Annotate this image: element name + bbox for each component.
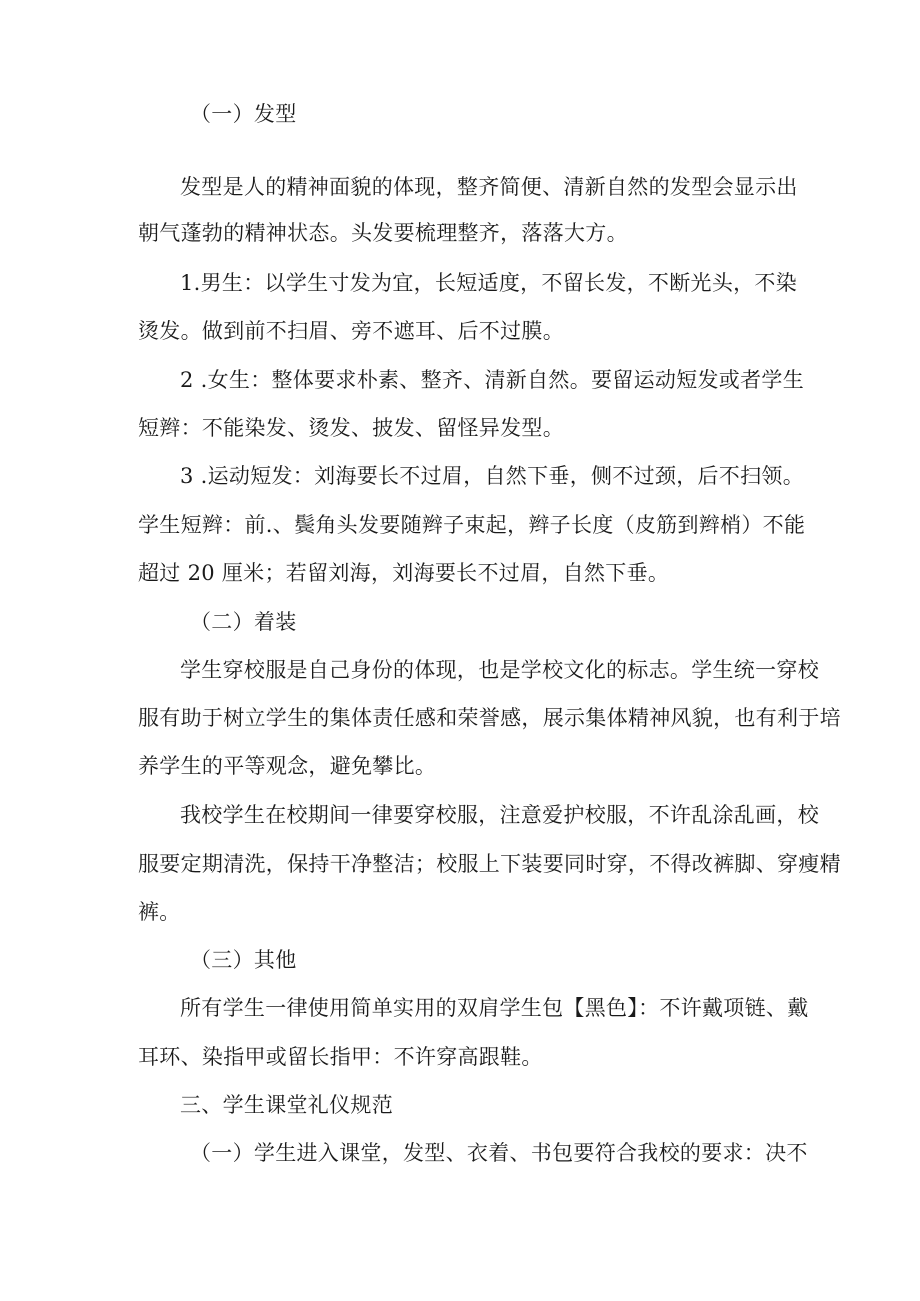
paragraph-line: 2 .女生：整体要求朴素、整齐、清新自然。要留运动短发或者学生 (180, 368, 805, 392)
paragraph-line: 我校学生在校期间一律要穿校服，注意爱护校服，不许乱涂乱画，校 (180, 803, 819, 827)
paragraph-line: 烫发。做到前不扫眉、旁不遮耳、后不过膜。 (138, 319, 564, 343)
section-heading-clothing: （二）着装 (190, 610, 297, 634)
section-heading-classroom-etiquette: 三、学生课堂礼仪规范 (180, 1093, 393, 1117)
section-heading-other: （三）其他 (190, 948, 297, 972)
paragraph-line: 裤。 (138, 900, 181, 924)
paragraph-line: 耳环、染指甲或留长指甲：不许穿高跟鞋。 (138, 1045, 543, 1069)
paragraph-line: 养学生的平等观念，避免攀比。 (138, 754, 437, 778)
paragraph-line: 朝气蓬勃的精神状态。头发要梳理整齐，落落大方。 (138, 221, 628, 245)
paragraph-line: 服有助于树立学生的集体责任感和荣誉感，展示集体精神风貌，也有利于培 (138, 706, 841, 730)
paragraph-line: 3 .运动短发：刘海要长不过眉，自然下垂，侧不过颈，后不扫领。 (180, 464, 805, 488)
paragraph-line: 学生短辫：前.、鬓角头发要随辫子束起，辫子长度（皮筋到辫梢）不能 (138, 513, 806, 537)
paragraph-line: 短辫：不能染发、烫发、披发、留怪异发型。 (138, 416, 564, 440)
paragraph-line: 所有学生一律使用简单实用的双肩学生包【黑色】：不许戴项链、戴 (180, 996, 809, 1020)
paragraph-line: 服要定期清洗，保持干净整洁；校服上下装要同时穿，不得改裤脚、穿瘦精 (138, 852, 841, 876)
paragraph-line: 发型是人的精神面貌的体现，整齐简便、清新自然的发型会显示出 (180, 175, 798, 199)
paragraph-line: 1.男生：以学生寸发为宜，长短适度，不留长发，不断光头，不染 (180, 271, 798, 295)
paragraph-line: 学生穿校服是自己身份的体现，也是学校文化的标志。学生统一穿校 (180, 658, 819, 682)
section-heading-hairstyle: （一）发型 (190, 102, 297, 126)
paragraph-line: 超过 20 厘米；若留刘海，刘海要长不过眉，自然下垂。 (138, 561, 670, 585)
paragraph-line: （一）学生进入课堂，发型、衣着、书包要符合我校的要求：决不 (190, 1141, 808, 1165)
